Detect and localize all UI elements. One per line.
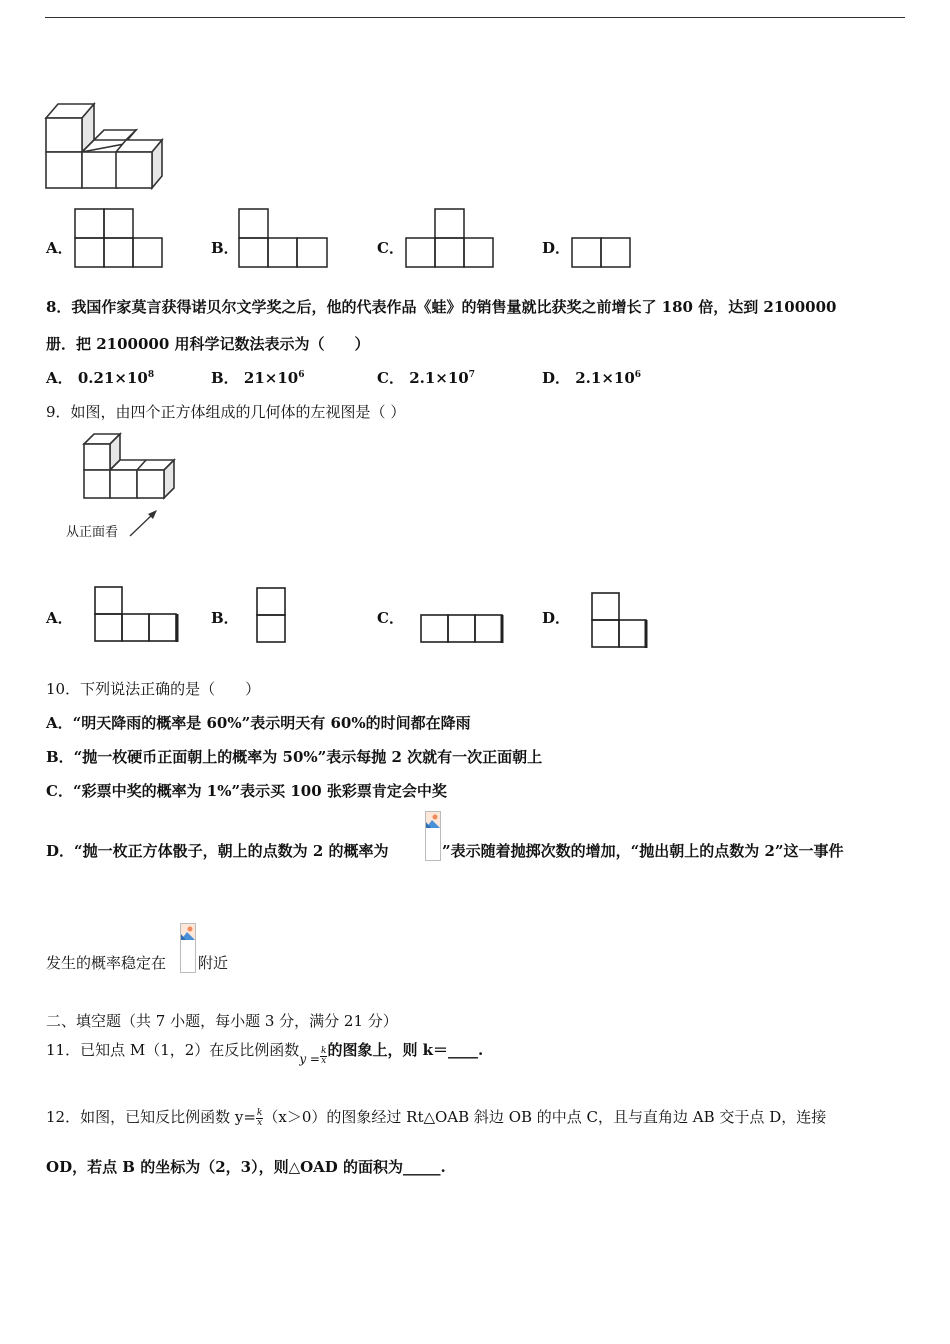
q11-part1: 11．已知点 M（1，2）在反比例函数: [46, 1041, 300, 1059]
q8-stem-line2: 册．把 2100000 用科学记数法表示为（ ）: [46, 335, 370, 353]
q9-option-d-figure[interactable]: [591, 592, 651, 650]
q8-option-a-base: 0.21×10: [77, 369, 148, 387]
q7-option-a-figure[interactable]: [74, 208, 164, 268]
q7-solid-figure: [44, 100, 168, 192]
q8-option-b-exp: 6: [298, 370, 305, 380]
q10-stem: 10．下列说法正确的是（ ）: [46, 680, 261, 698]
q12-formula-num: k: [256, 1107, 263, 1118]
q12-part2: （x＞0）的图象经过 Rt△OAB 斜边 OB 的中点 C，且与直角边 AB 交于点 D，连接: [263, 1108, 827, 1126]
q9-option-b-figure[interactable]: [256, 587, 288, 645]
q10-option-a[interactable]: A．“明天降雨的概率是 60%”表示明天有 60%的时间都在降雨: [46, 714, 471, 732]
q9-stem: 9．如图，由四个正方体组成的几何体的左视图是（ ）: [46, 403, 406, 421]
q9-option-c-figure[interactable]: [420, 614, 506, 646]
q11-stem: [46, 1039, 483, 1066]
q8-option-d-base: 2.1×10: [575, 369, 635, 387]
q7-option-c-label[interactable]: C．: [377, 239, 404, 257]
q8-option-b-letter: B．: [211, 369, 239, 387]
q10-option-c[interactable]: C．“彩票中奖的概率为 1%”表示买 100 张彩票肯定会中奖: [46, 782, 447, 800]
q8-option-b-base: 21×10: [243, 369, 299, 387]
q8-option-a-letter: A．: [46, 369, 73, 387]
q9-view-label: 从正面看: [66, 525, 119, 540]
q8-option-d-exp: 6: [634, 370, 642, 380]
q7-option-b-label[interactable]: B．: [211, 239, 239, 257]
broken-image-icon: [180, 923, 196, 973]
q8-option-c-exp: 7: [468, 370, 475, 380]
q8-option-b[interactable]: [211, 367, 305, 388]
q9-option-c-label[interactable]: C．: [377, 609, 404, 627]
q11-part2: 的图象上，则 k＝____.: [327, 1041, 484, 1059]
q10-option-d-part4[interactable]: 附近: [198, 954, 229, 972]
q8-option-c-base: 2.1×10: [409, 369, 469, 387]
q7-option-c-figure[interactable]: [405, 208, 495, 268]
q9-option-d-label[interactable]: D．: [542, 609, 571, 627]
q8-option-c[interactable]: [377, 367, 475, 388]
q8-option-d[interactable]: [542, 367, 641, 388]
q10-option-b[interactable]: B．“抛一枚硬币正面朝上的概率为 50%”表示每抛 2 次就有一次正面朝上: [46, 748, 543, 766]
q12-formula-den: x: [257, 1117, 263, 1128]
q7-option-d-label[interactable]: D．: [542, 239, 571, 257]
q11-formula-den: x: [321, 1056, 327, 1066]
header-rule: [45, 17, 905, 18]
q8-option-a-exp: 8: [147, 370, 155, 380]
q12-stem-line1: [46, 1106, 826, 1128]
q8-option-d-letter: D．: [542, 369, 571, 387]
q12-part1: 12．如图，已知反比例函数 y=: [46, 1108, 256, 1126]
arrow-icon: [128, 508, 160, 538]
section-title: 二、填空题（共 7 小题，每小题 3 分，满分 21 分）: [46, 1012, 398, 1030]
q7-option-b-figure[interactable]: [238, 208, 330, 268]
q9-option-b-label[interactable]: B．: [211, 609, 239, 627]
q7-option-d-figure[interactable]: [571, 237, 633, 269]
q10-option-d-part1[interactable]: D．“抛一枚正方体骰子，朝上的点数为 2 的概率为: [46, 842, 389, 860]
q8-option-a[interactable]: [46, 367, 154, 388]
q8-option-c-letter: C．: [377, 369, 404, 387]
q8-stem-line1: 8．我国作家莫言获得诺贝尔文学奖之后，他的代表作品《蛙》的销售量就比获奖之前增长了 180 倍，达到 2100000: [46, 298, 837, 316]
q9-option-a-figure[interactable]: [94, 586, 180, 644]
q12-stem-line2: OD，若点 B 的坐标为（2，3），则△OAD 的面积为_____.: [46, 1158, 446, 1176]
q10-option-d-part3[interactable]: 发生的概率稳定在: [46, 954, 167, 972]
q9-solid-figure: [82, 432, 180, 502]
broken-image-icon: [425, 811, 441, 861]
q10-option-d-part2[interactable]: ”表示随着抛掷次数的增加，“抛出朝上的点数为 2”这一事件: [442, 842, 844, 860]
q11-formula-num: k: [320, 1046, 327, 1056]
q9-option-a-label[interactable]: A．: [46, 609, 73, 627]
q11-formula-y: y =: [299, 1052, 320, 1066]
q7-option-a-label[interactable]: A．: [46, 239, 73, 257]
